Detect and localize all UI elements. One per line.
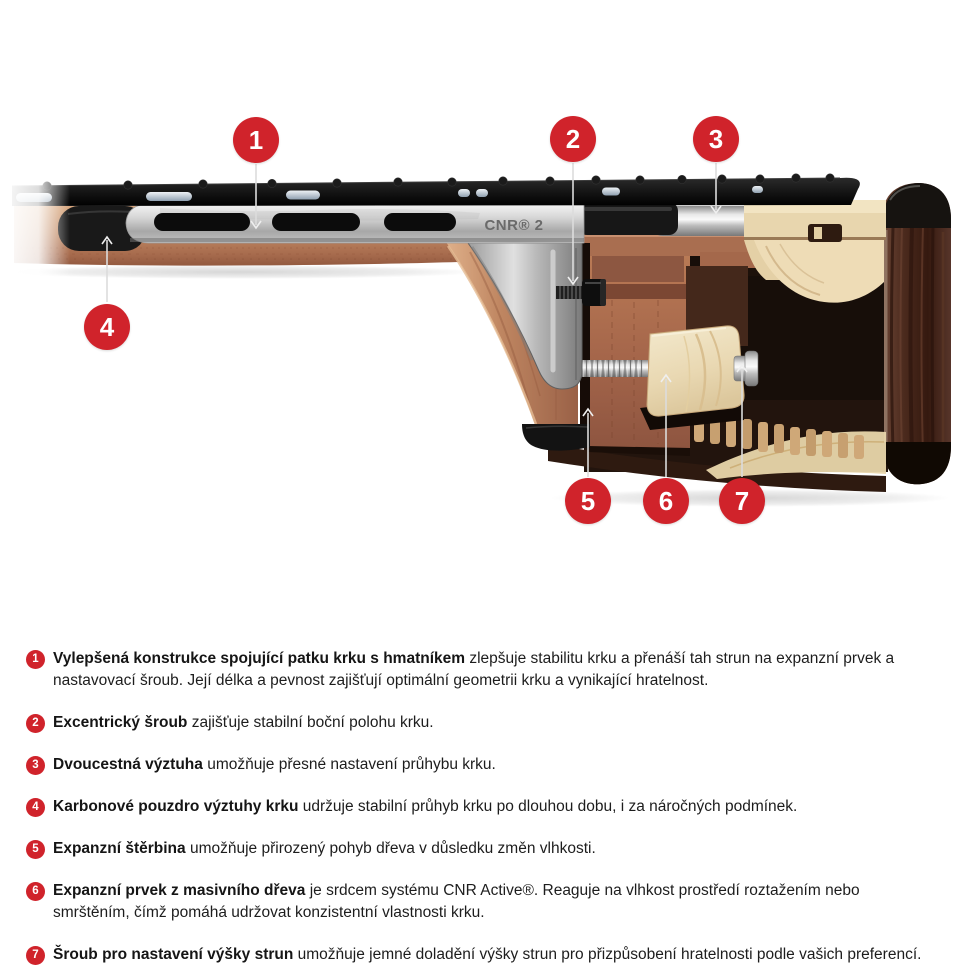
legend-item-term: Excentrický šroub: [53, 714, 188, 731]
legend-item-description: umožňuje jemné doladění výšky strun pro přizpůsobení hratelnosti podle vašich preferencí.: [297, 946, 922, 963]
legend-item-term: Šroub pro nastavení výšky strun: [53, 946, 294, 963]
callout-number: 3: [708, 124, 724, 154]
legend-item-description: zlepšuje stabilitu krku a přenáší tah strun na expanzní prvek a nastavovací šroub. Její délka a pevnost zajišťují optimální geometrii krku a vynikající hratelnost.: [53, 650, 895, 689]
callout-badge-3: [693, 116, 739, 162]
legend-item-term: Karbonové pouzdro výztuhy krku: [53, 798, 299, 815]
callout-number: 5: [580, 486, 596, 516]
legend-item: [26, 648, 942, 692]
legend-item-text: [53, 944, 921, 966]
legend-item-text: [53, 838, 596, 860]
legend-item: [26, 754, 942, 776]
callout-badge-4: [84, 304, 130, 350]
expansion-block: [640, 326, 744, 430]
beam-stamp-label: CNR® 2: [484, 217, 544, 234]
legend-item-text: [53, 796, 797, 818]
legend-item: [26, 838, 942, 860]
callout-badge-2: [550, 116, 596, 162]
legend-item-description: umožňuje přesné nastavení průhybu krku.: [207, 756, 496, 773]
legend-item: [26, 796, 942, 818]
neck-shadow: [0, 265, 480, 279]
legend-item-text: [53, 754, 496, 776]
legend-item-description: je srdcem systému CNR Active®. Reaguje na vlhkost prostředí roztažením nebo smrštěním, čímž pomáhá udržovat konzistentní vlastnosti krku.: [53, 882, 860, 921]
legend-item-term: Dvoucestná výztuha: [53, 756, 203, 773]
legend-item-description: zajišťuje stabilní boční polohu krku.: [191, 714, 434, 731]
legend-item-number: 1: [26, 650, 45, 669]
legend: [26, 648, 942, 978]
callout-number: 4: [99, 312, 115, 342]
callout-badge-6: [643, 478, 689, 524]
callout-number: 2: [565, 124, 581, 154]
legend-item-number: 6: [26, 882, 45, 901]
legend-item-number: 2: [26, 714, 45, 733]
callout-badge-7: [719, 478, 765, 524]
legend-item-number: 3: [26, 756, 45, 775]
callout-number: 1: [248, 125, 264, 155]
legend-item: [26, 944, 942, 966]
legend-item-number: 7: [26, 946, 45, 965]
callout-badge-1: [233, 117, 279, 163]
fretboard: [12, 174, 860, 206]
callout-badge-5: [565, 478, 611, 524]
legend-item-term: Vylepšená konstrukce spojující patku krku s hmatníkem: [53, 650, 466, 667]
legend-item-text: [53, 648, 925, 692]
callout-number: 6: [658, 486, 674, 516]
legend-item-text: [53, 880, 925, 924]
legend-item: [26, 880, 942, 924]
legend-item-number: 5: [26, 840, 45, 859]
body-side: [884, 183, 951, 484]
legend-item-text: [53, 712, 434, 734]
left-fade: [0, 150, 70, 290]
legend-item-description: udržuje stabilní průhyb krku po dlouhou dobu, i za náročných podmínek.: [302, 798, 798, 815]
legend-item-term: Expanzní štěrbina: [53, 840, 186, 857]
legend-item: [26, 712, 942, 734]
legend-item-term: Expanzní prvek z masivního dřeva: [53, 882, 306, 899]
legend-item-number: 4: [26, 798, 45, 817]
legend-item-description: umožňuje přirozený pohyb dřeva v důsledku změn vlhkosti.: [189, 840, 596, 857]
callout-number: 7: [734, 486, 750, 516]
